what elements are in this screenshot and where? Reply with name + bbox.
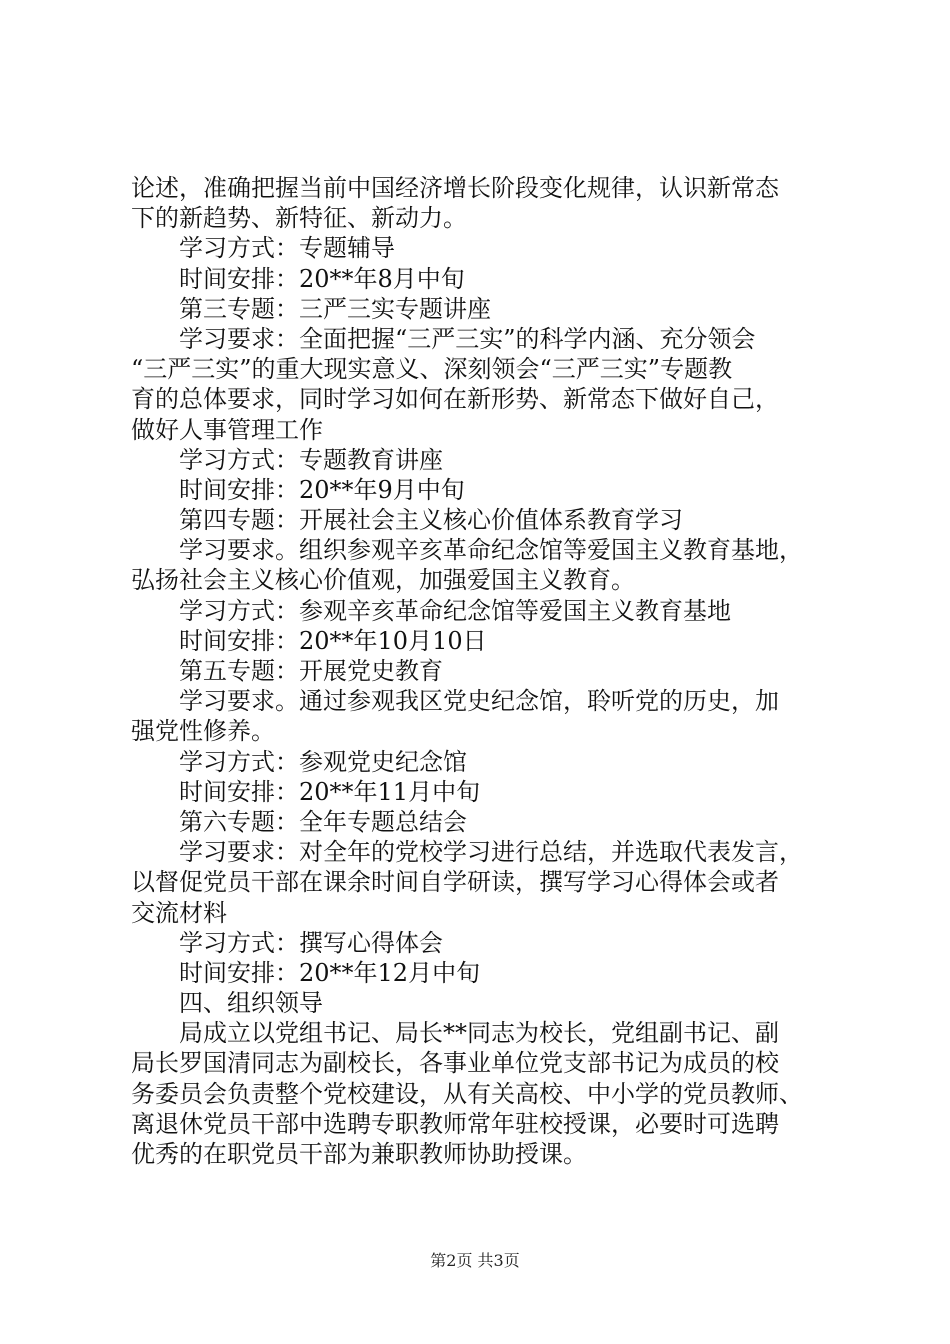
text-line: 学习方式：撰写心得体会 bbox=[179, 928, 443, 957]
text-line: 四、组织领导 bbox=[179, 989, 323, 1018]
text-line: 学习方式：专题教育讲座 bbox=[179, 445, 443, 474]
text-line: 学习方式：参观辛亥革命纪念馆等爱国主义教育基地 bbox=[179, 596, 731, 625]
text-line: 第六专题：全年专题总结会 bbox=[179, 807, 467, 836]
text-line: 离退休党员干部中选聘专职教师常年驻校授课，必要时可选聘 bbox=[131, 1109, 779, 1138]
text-line: 交流材料 bbox=[131, 898, 227, 927]
text-line: 务委员会负责整个党校建设，从有关高校、中小学的党员教师、 bbox=[131, 1079, 803, 1108]
text-line: 学习要求。通过参观我区党史纪念馆，聆听党的历史，加 bbox=[179, 687, 779, 716]
text-line: 时间安排：20**年10月10日 bbox=[179, 626, 487, 655]
text-line: 做好人事管理工作 bbox=[131, 415, 323, 444]
text-line: 第三专题：三严三实专题讲座 bbox=[179, 294, 491, 323]
text-line: 强党性修养。 bbox=[131, 717, 275, 746]
text-line: “三严三实”的重大现实意义、深刻领会“三严三实”专题教 bbox=[131, 355, 733, 384]
document-body bbox=[131, 173, 831, 1169]
text-line: 育的总体要求，同时学习如何在新形势、新常态下做好自己， bbox=[131, 385, 779, 414]
text-line: 学习要求：全面把握“三严三实”的科学内涵、充分领会 bbox=[179, 324, 756, 353]
text-line: 时间安排：20**年11月中旬 bbox=[179, 777, 481, 806]
text-line: 时间安排：20**年8月中旬 bbox=[179, 264, 465, 293]
text-line: 学习要求。组织参观辛亥革命纪念馆等爱国主义教育基地， bbox=[179, 536, 803, 565]
text-line: 学习方式：参观党史纪念馆 bbox=[179, 747, 467, 776]
text-line: 局长罗国清同志为副校长，各事业单位党支部书记为成员的校 bbox=[131, 1049, 779, 1078]
text-line: 论述，准确把握当前中国经济增长阶段变化规律，认识新常态 bbox=[131, 174, 779, 202]
text-line: 优秀的在职党员干部为兼职教师协助授课。 bbox=[131, 1140, 587, 1168]
text-line: 第五专题：开展党史教育 bbox=[179, 657, 443, 685]
page-number-label: 第2页 共3页 bbox=[430, 1251, 520, 1270]
text-line: 下的新趋势、新特征、新动力。 bbox=[131, 204, 467, 233]
text-line: 局成立以党组书记、局长**同志为校长，党组副书记、副 bbox=[179, 1019, 779, 1048]
text-line: 以督促党员干部在课余时间自学研读，撰写学习心得体会或者 bbox=[131, 868, 779, 897]
text-line: 学习要求：对全年的党校学习进行总结，并选取代表发言， bbox=[179, 838, 803, 867]
text-line: 第四专题：开展社会主义核心价值体系教育学习 bbox=[179, 506, 683, 535]
text-line: 学习方式：专题辅导 bbox=[179, 234, 395, 263]
text-line: 弘扬社会主义核心价值观，加强爱国主义教育。 bbox=[131, 566, 635, 595]
page-footer bbox=[0, 1250, 950, 1272]
text-line: 时间安排：20**年9月中旬 bbox=[179, 475, 465, 504]
text-line: 时间安排：20**年12月中旬 bbox=[179, 958, 481, 987]
